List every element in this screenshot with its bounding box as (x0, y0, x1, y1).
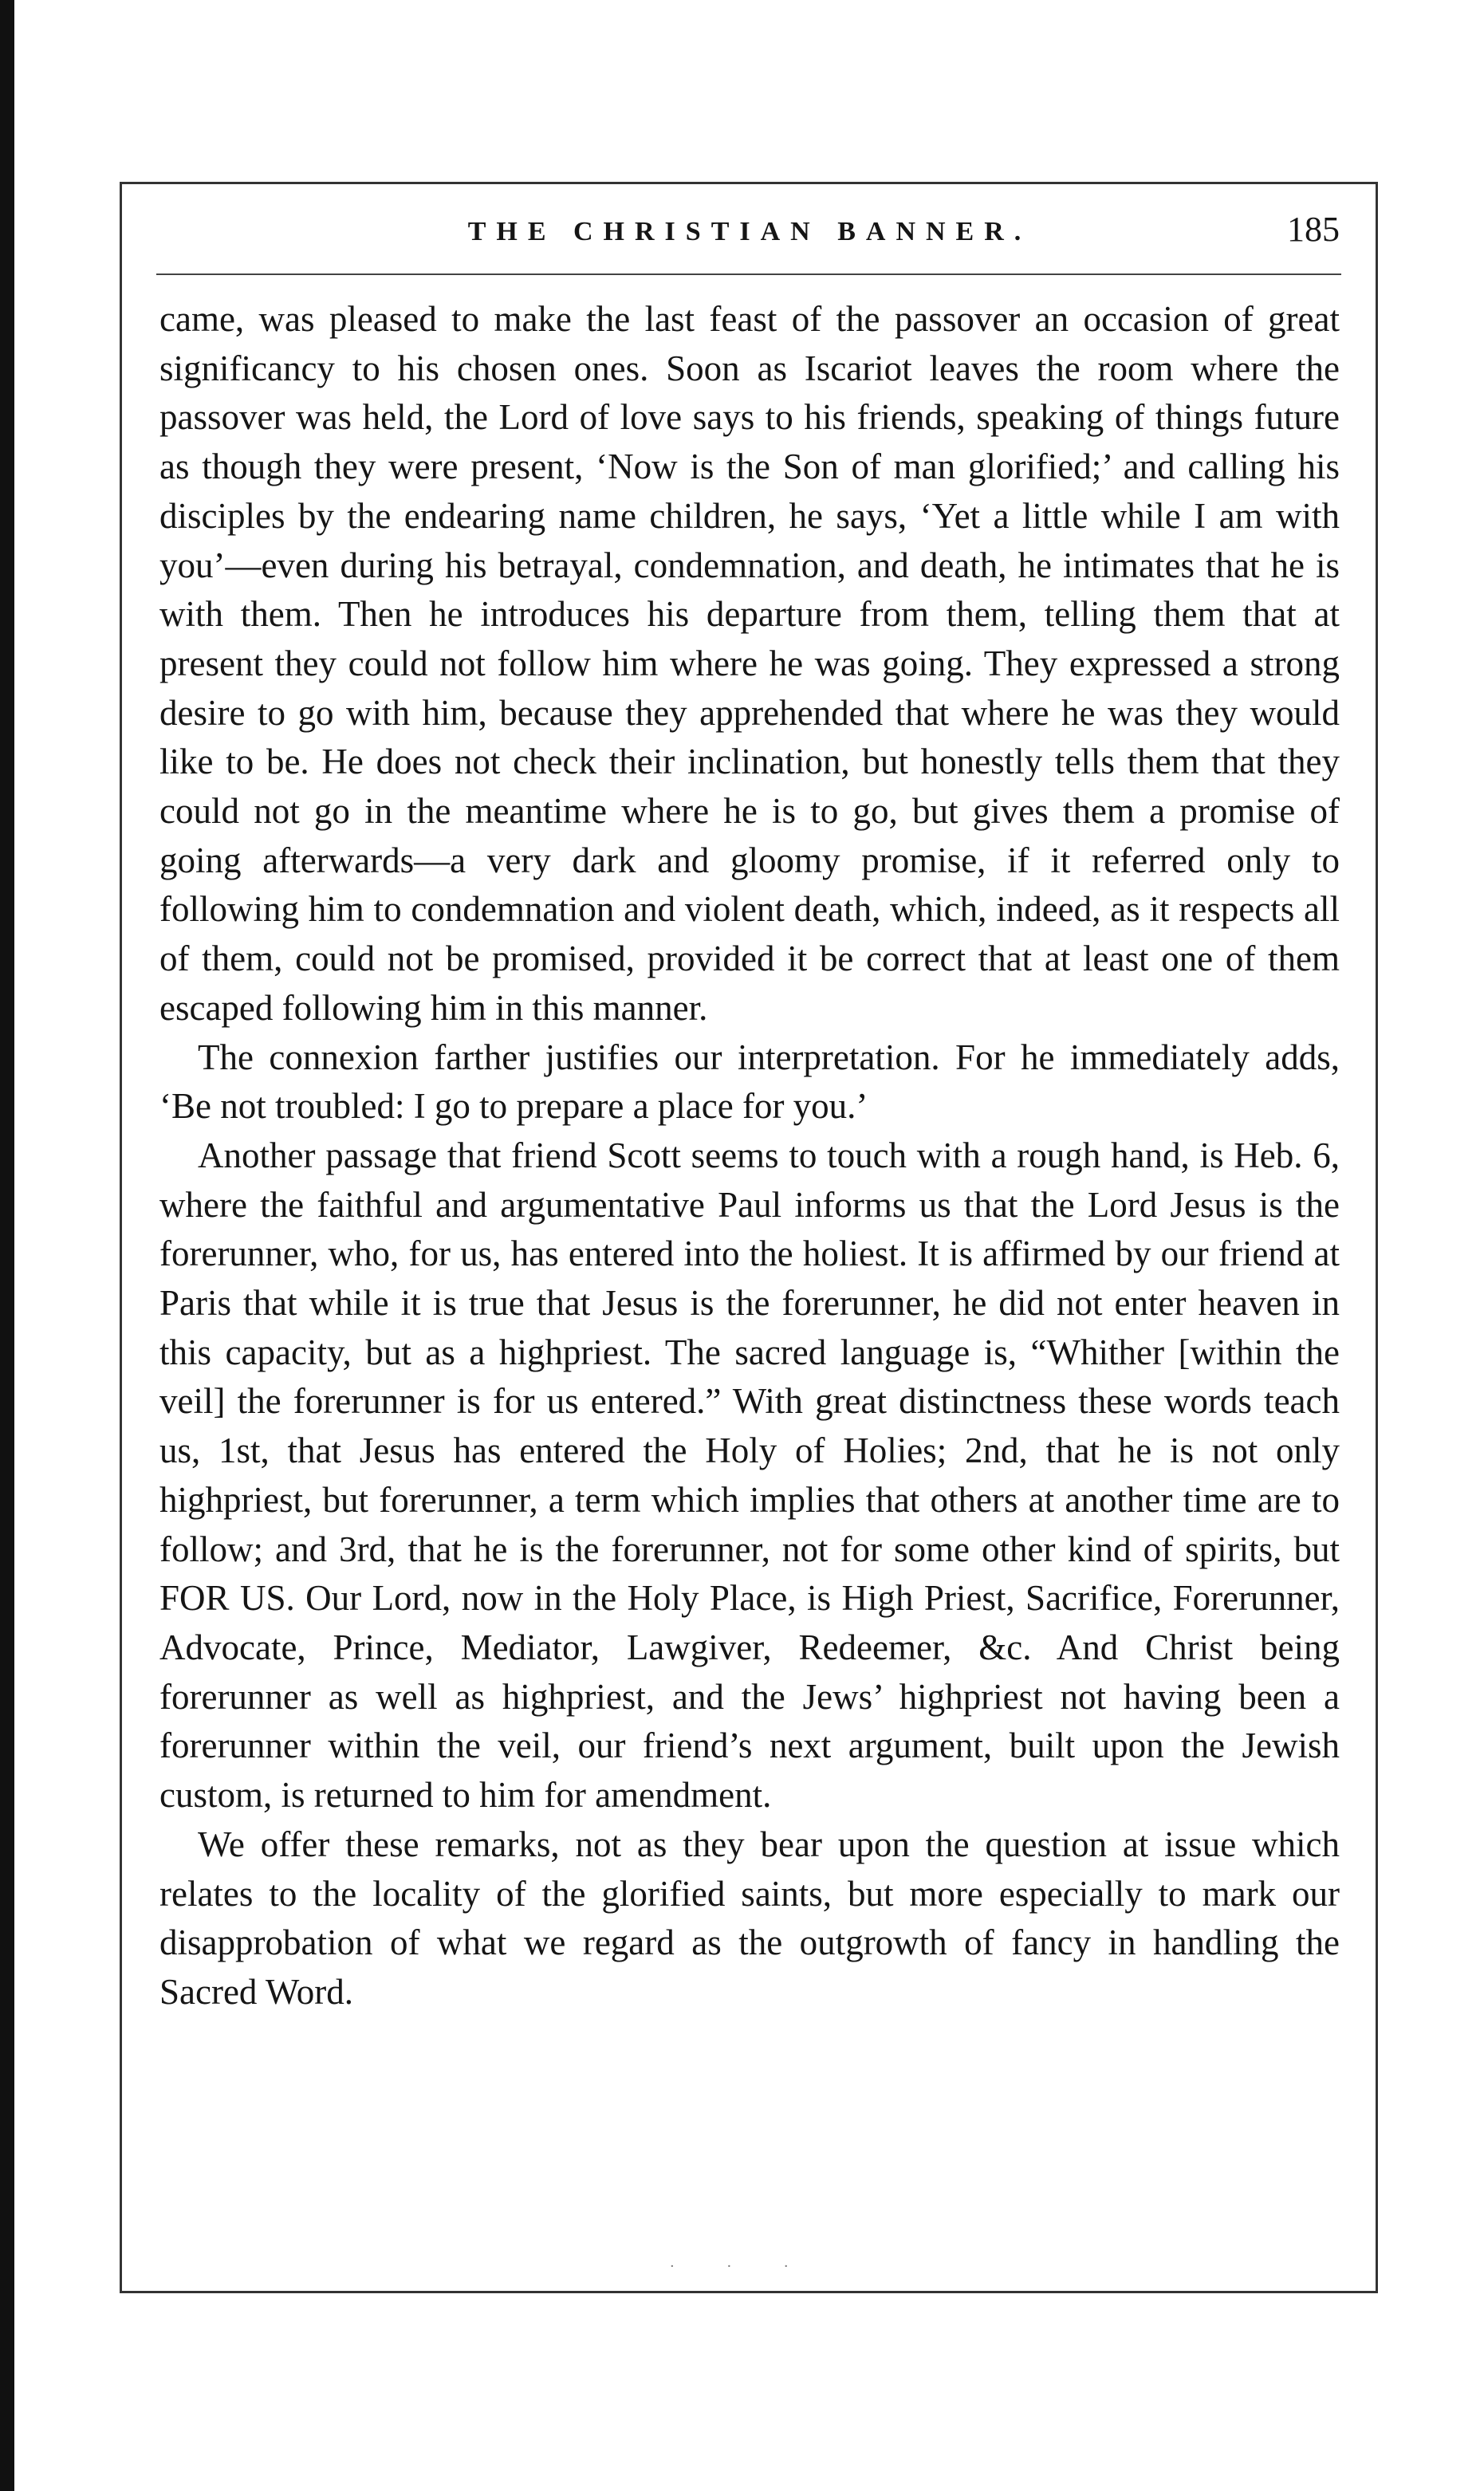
paragraph-continued: came, was pleased to make the last feast of the passover an occasion of great significancy to his chosen ones. Soon as Iscariot leaves the room where the passover was held, the Lord of love says to his friends, speaking of things future as though they were present, ‘Now is the Son of man glorified;’ and calling his disciples by the endearing name children, he says, ‘Yet a little while I am with you’—even during his betrayal, condemnation, and death, he intimates that he is with them. Then he introduces his departure from them, telling them that at present they could not follow him where he was going. They expressed a strong desire to go with him, because they apprehended that where he was they would like to be. He does not check their inclination, but honestly tells them that they could not go in the meantime where he is to go, but gives them a promise of going afterwards—a very dark and gloomy promise, if it referred only to following him to condemnation and violent death, which, indeed, as it respects all of them, could not be promised, provided it be correct that at least one of them escaped following him in this manner. (159, 299, 1340, 1028)
printer-marks: · · · (670, 2258, 813, 2275)
paragraph: The connexion farther justifies our interpretation. For he immediately adds, ‘Be not troubled: I go to prepare a place for you.’ (159, 1037, 1340, 1127)
paragraph: We offer these remarks, not as they bear upon the question at issue which relates to the locality of the glorified saints, but more especially to mark our disapprobation of what we regard as the outgrowth of fancy in handling the Sacred Word. (159, 1824, 1340, 2012)
running-head (159, 209, 1340, 260)
article-body (159, 295, 1340, 2017)
paragraph: Another passage that friend Scott seems to touch with a rough hand, is Heb. 6, where the faithful and argumentative Paul informs us that the Lord Jesus is the forerunner, who, for us, has entered into the holiest. It is affirmed by our friend at Paris that while it is true that Jesus is the forerunner, he did not enter heaven in this capacity, but as a highpriest. The sacred language is, “Whither [within the veil] the forerunner is for us entered.” With great distinctness these words teach us, 1st, that Jesus has entered the Holy of Holies; 2nd, that he is not only highpriest, but forerunner, a term which implies that others at another time are to follow; and 3rd, that he is the forerunner, not for some other kind of spirits, but FOR US. Our Lord, now in the Holy Place, is High Priest, Sacrifice, Forerunner, Advocate, Prince, Mediator, Lawgiver, Redeemer, &c. And Christ being forerunner as well as highpriest, and the Jews’ highpriest not having been a forerunner within the veil, our friend’s next argument, built upon the Jewish custom, is returned to him for amendment. (159, 1135, 1340, 1816)
running-title: THE CHRISTIAN BANNER. (467, 217, 1032, 246)
book-binding-edge (0, 0, 14, 2491)
page-number: 185 (1287, 210, 1340, 249)
header-rule (156, 273, 1341, 275)
